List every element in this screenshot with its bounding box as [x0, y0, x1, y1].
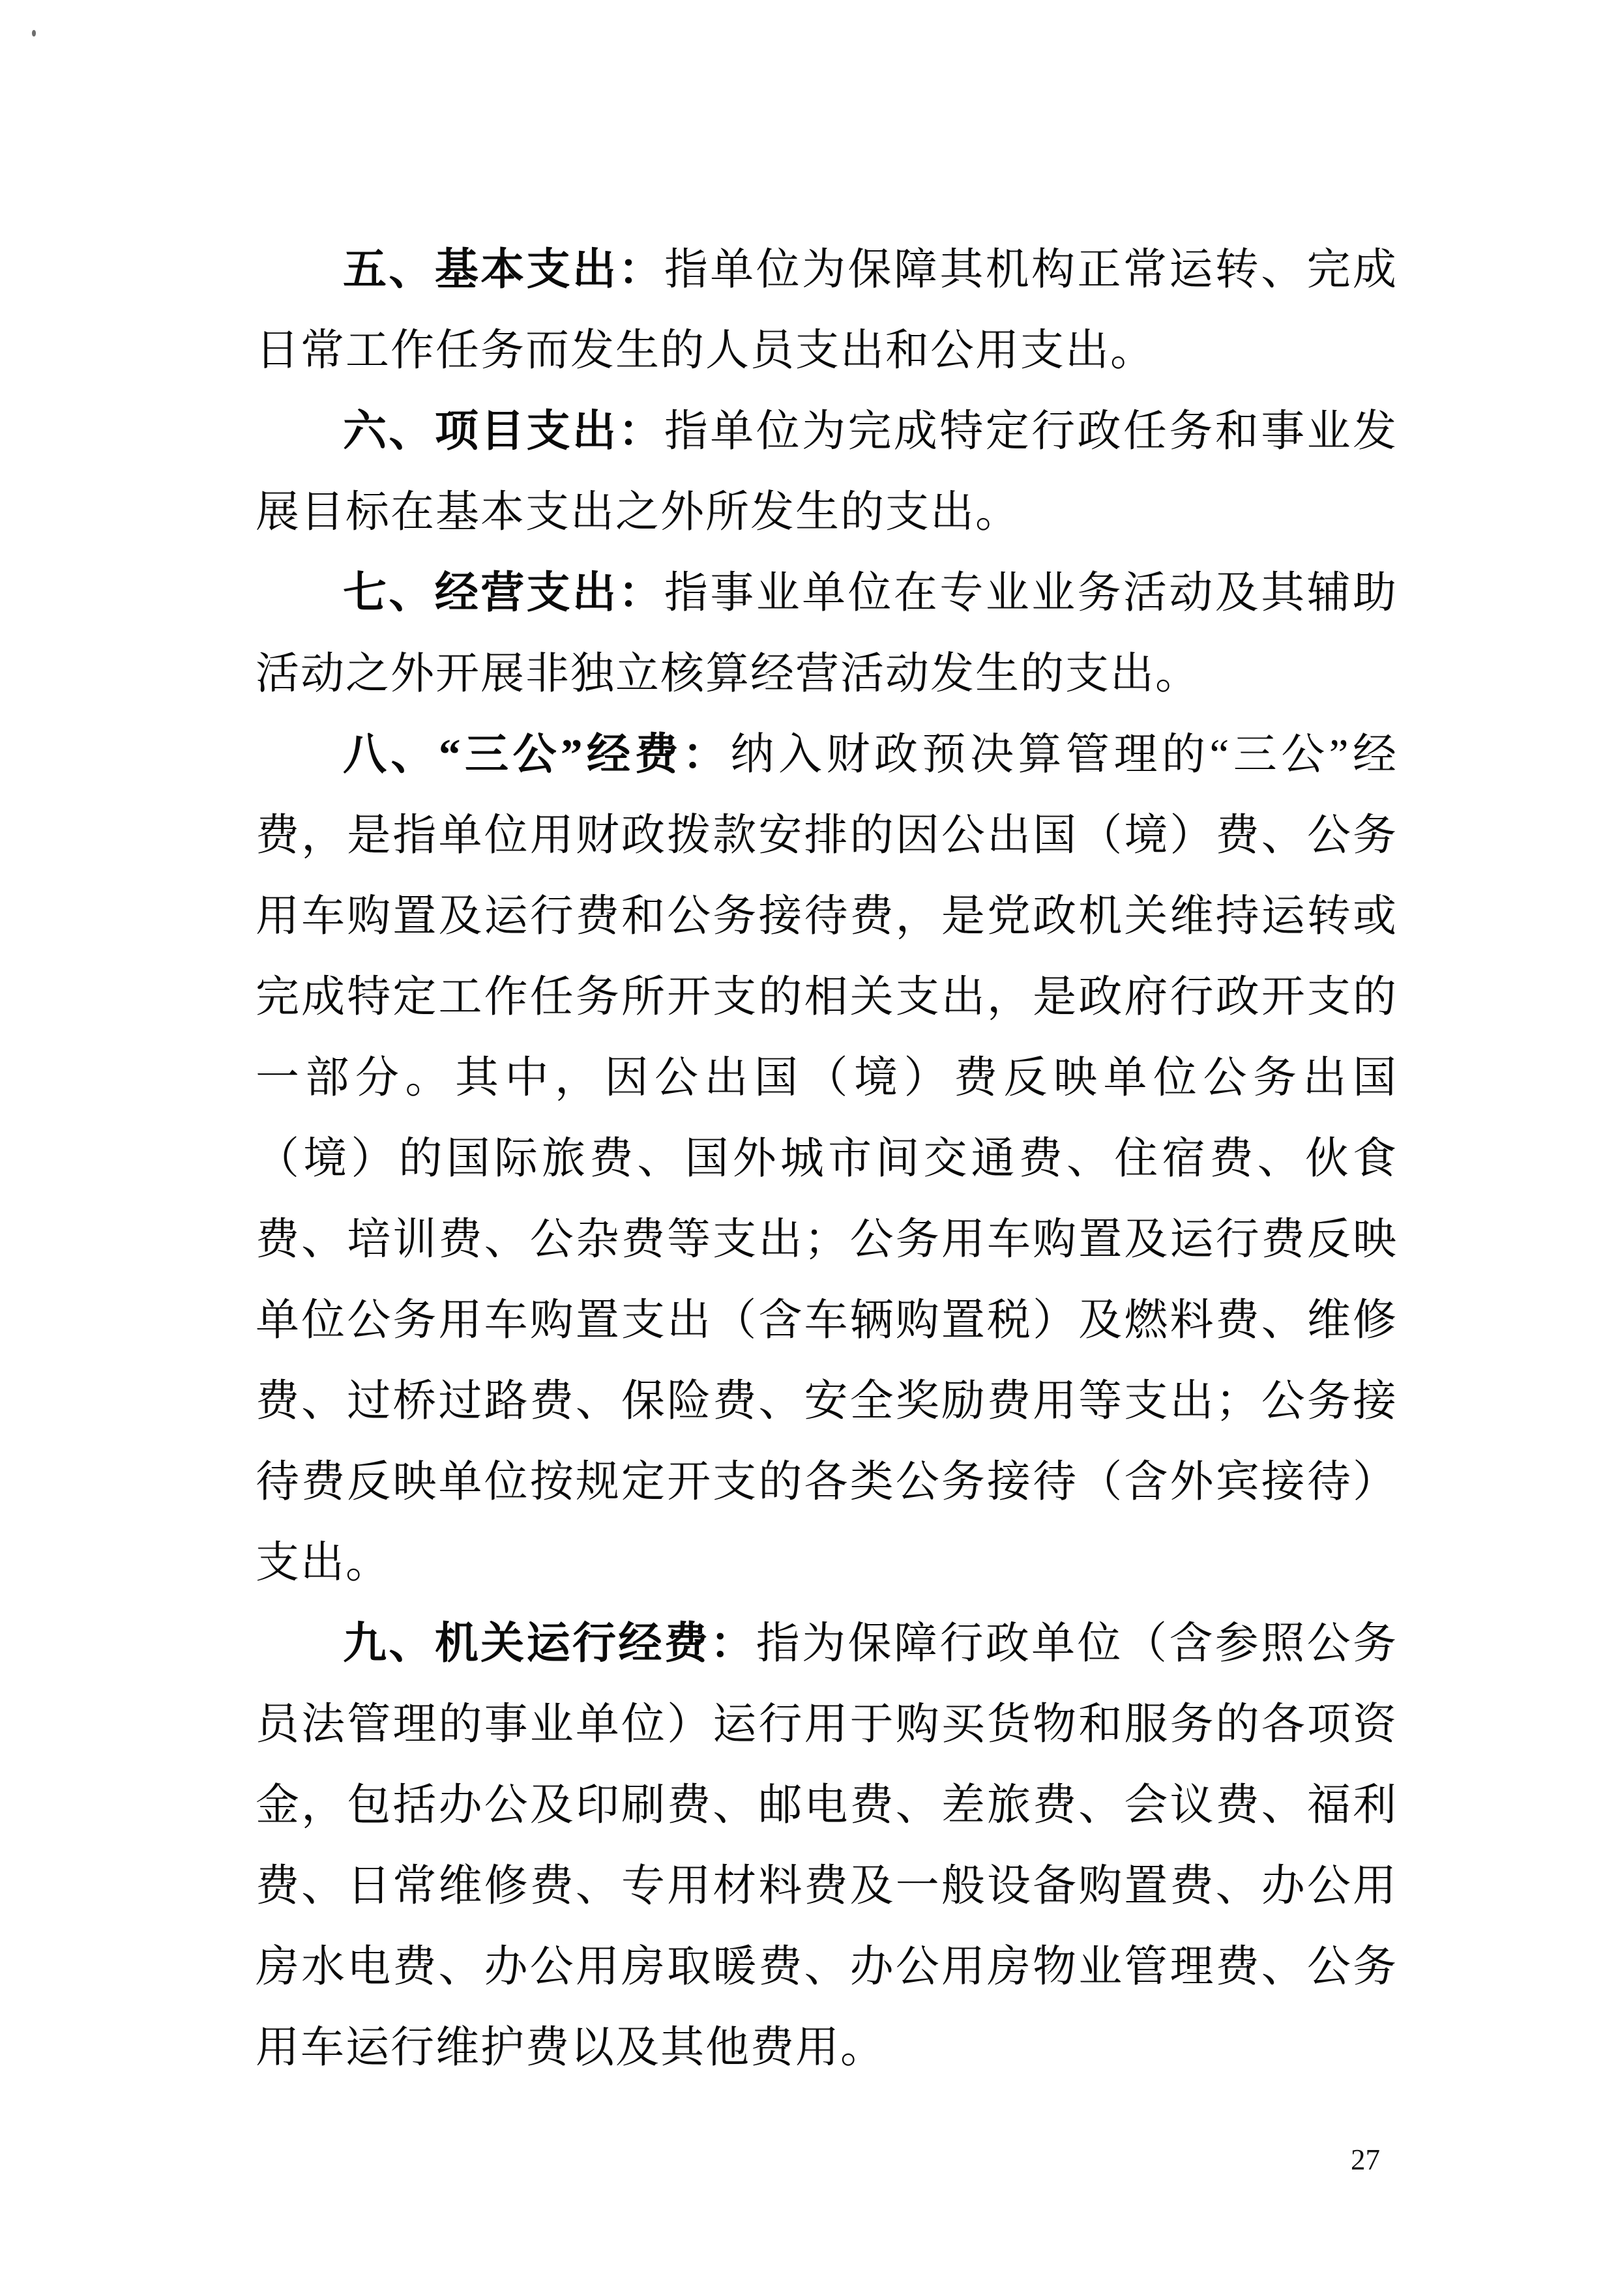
paragraph-three-public-funds	[256, 714, 1398, 1603]
paragraph-agency-operating-funds	[256, 1603, 1398, 2088]
paragraph-body: 指为保障行政单位（含参照公务员法管理的事业单位）运行用于购买货物和服务的各项资金，包括办公及印刷费、邮电费、差旅费、会议费、福利费、日常维修费、专用材料费及一般设备购置费、办公用房水电费、办公用房取暖费、办公用房物业管理费、公务用车运行维护费以及其他费用。	[256, 1620, 1398, 2072]
paragraph-basic-expenditure	[256, 229, 1398, 391]
scan-speck-artifact	[32, 30, 36, 36]
paragraph-lead: 九、机关运行经费：	[343, 1620, 756, 1668]
document-text-block	[256, 229, 1398, 2088]
paragraph-body: 纳入财政预决算管理的“三公”经费，是指单位用财政拨款安排的因公出国（境）费、公务用车购置及运行费和公务接待费，是党政机关维持运转或完成特定工作任务所开支的相关支出，是政府行政开支的一部分。其中，因公出国（境）费反映单位公务出国（境）的国际旅费、国外城市间交通费、住宿费、伙食费、培训费、公杂费等支出；公务用车购置及运行费反映单位公务用车购置支出（含车辆购置税）及燃料费、维修费、过桥过路费、保险费、安全奖励费用等支出；公务接待费反映单位按规定开支的各类公务接待（含外宾接待）支出。	[256, 731, 1398, 1587]
paragraph-body: 指单位为保障其机构正常运转、完成日常工作任务而发生的人员支出和公用支出。	[256, 246, 1398, 375]
paragraph-body: 指单位为完成特定行政任务和事业发展目标在基本支出之外所发生的支出。	[256, 407, 1398, 536]
paragraph-body: 指事业单位在专业业务活动及其辅助活动之外开展非独立核算经营活动发生的支出。	[256, 569, 1398, 698]
paragraph-lead: 五、基本支出：	[343, 246, 664, 294]
page-number: 27	[1351, 2143, 1380, 2176]
paragraph-lead: 八、“三公”经费：	[343, 731, 731, 779]
paragraph-project-expenditure	[256, 391, 1398, 553]
paragraph-lead: 六、项目支出：	[343, 407, 664, 456]
paragraph-lead: 七、经营支出：	[343, 569, 664, 617]
paragraph-operating-expenditure	[256, 553, 1398, 714]
